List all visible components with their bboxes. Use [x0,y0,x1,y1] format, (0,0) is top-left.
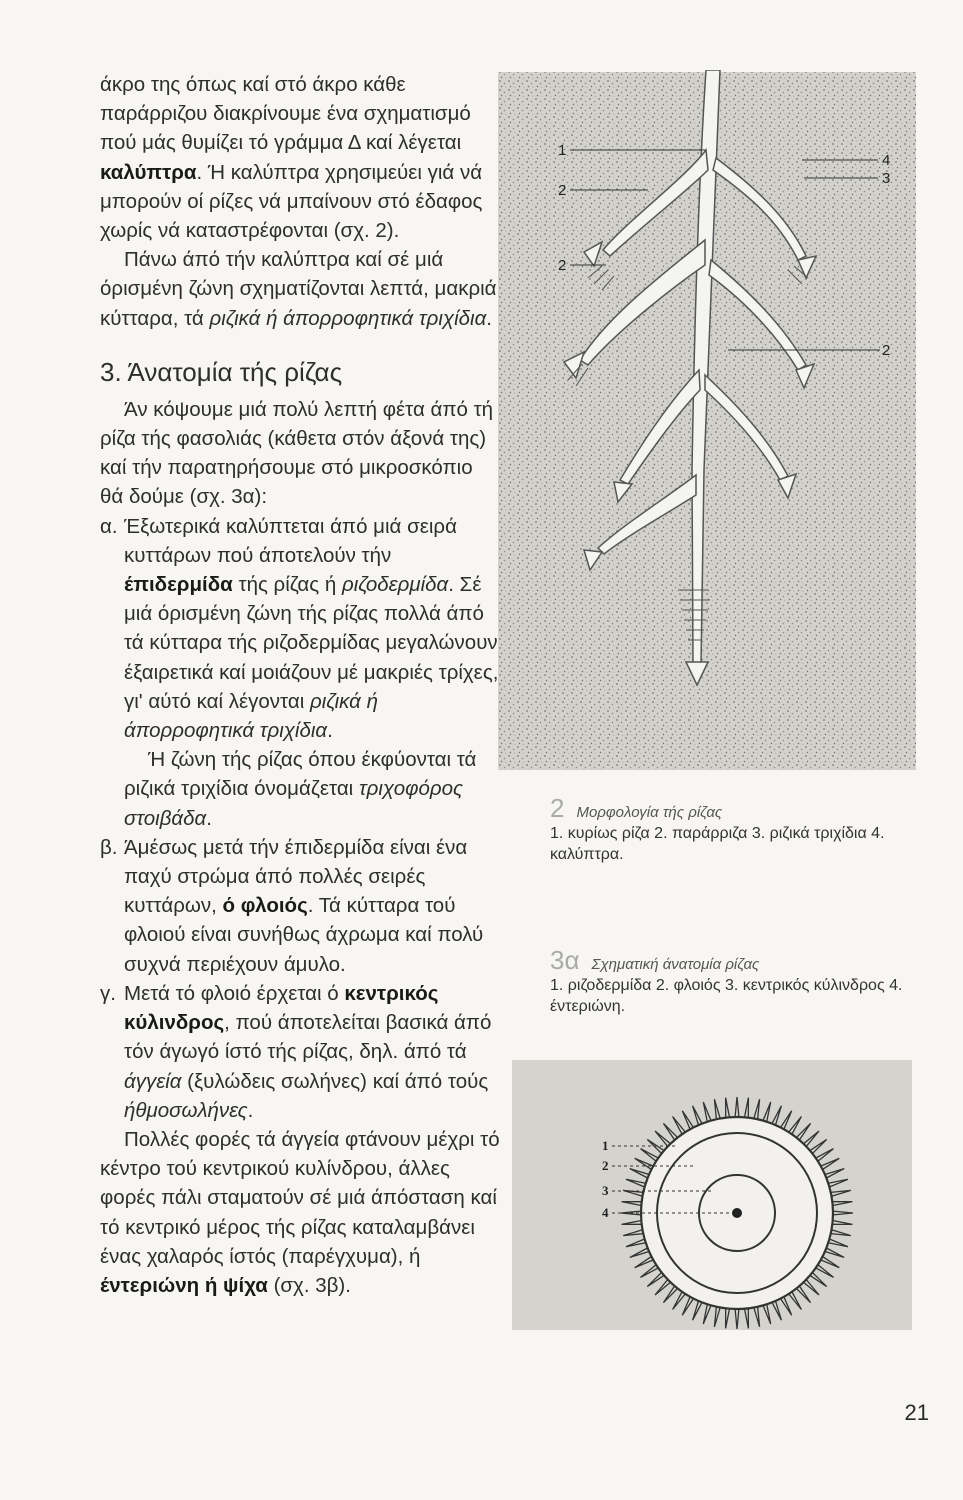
list-item-c [100,979,500,1125]
fig3-title: Σχηματική άνατομία ρίζας [591,956,760,973]
fig3-label-3: 3 [602,1183,609,1198]
term-pith: έντεριώνη ή ψίχα [100,1273,268,1297]
list-marker-a: α. [100,514,118,538]
a-text-3: . Σέ μιά όρισμένη ζώνη τής ρίζας πολλά άπό τά κύτταρα τής ριζοδερμίδας μεγαλώνουν έξαιρετικά καί μοιάζουν μέ μακριές τρίχες, γι' αύτό καί λέγονται [124,573,499,713]
a-p2-end: . [206,806,212,830]
b-text-1: Άμέσως μετά τήν έπιδερμίδα είναι ένα παχύ στρώμα άπό πολλές σειρές κυττάρων, [124,835,468,918]
term-root-hairs: ριζικά ή άπορροφητικά τριχίδια [209,306,487,330]
fig3-legend: 1. ριζοδερμίδα 2. φλοιός 3. κεντρικός κύλινδρος 4. έντεριώνη. [550,977,903,1015]
paragraph-1 [100,70,500,245]
fig3-label-4: 4 [602,1205,609,1220]
figure-2-caption [550,793,910,865]
fig2-title: Μορφολογία τής ρίζας [576,804,723,821]
paragraph-4 [100,1125,500,1300]
fig3-number: 3α [550,945,580,975]
fig2-legend: 1. κυρίως ρίζα 2. παράρριζα 3. ριζικά τριχίδια 4. καλύπτρα. [550,825,885,863]
term-epidermis: έπιδερμίδα [124,573,233,597]
c-text-2: , πού άποτελείται βασικά άπό τόν άγωγό ίστό τής ρίζας, δηλ. άπό τά [124,1011,492,1064]
a-text-2: τής ρίζας ή [238,573,337,597]
p2-end: . [486,306,492,330]
paragraph-2 [100,245,500,333]
fig3-label-2: 2 [602,1158,609,1173]
term-kalyptra: καλύπτρα [100,160,197,184]
fig2-label-2c: 2 [882,342,891,359]
figure-3a-root-cross-section [512,1060,912,1330]
figure-3a-caption [550,945,910,1017]
fig2-label-2b: 2 [558,257,567,274]
item-a-para-2 [124,745,500,833]
item-a-text [124,512,500,746]
fig2-caption-title-line [550,793,910,823]
item-c-text [124,979,500,1125]
fig3-caption-title-line [550,945,910,975]
c-text-1: Μετά τό φλοιό έρχεται ό [124,981,339,1005]
fig2-label-2a: 2 [558,182,567,199]
fig2-number: 2 [550,793,565,823]
term-root-hairs-2: ριζικά ή άπορροφητικά τριχίδια [124,689,378,743]
term-rhizodermis: ριζοδερμίδα [341,573,449,597]
section-heading: 3. Άνατομία τής ρίζας [100,356,343,387]
pith-dot [732,1208,742,1218]
term-vessels: άγγεία [124,1069,182,1093]
a-text-1: Έξωτερικά καλύπτεται άπό μιά σειρά κυττάρων πού άποτελούν τήν [124,514,457,567]
figure-2-root-morphology [498,70,916,770]
b-text-2: . Τά κύτταρα τού φλοιού είναι συνήθως άχρωμα καί πολύ συχνά περιέχουν άμυλο. [124,894,484,976]
c-text-3: (ξυλώδεις σωλήνες) καί άπό τούς [187,1069,489,1093]
fig2-label-4: 4 [882,152,891,169]
a-p2-text: Ή ζώνη τής ρίζας όπου έκφύονται τά ριζικά τριχίδια όνομάζεται [124,748,477,801]
c-end: . [247,1098,254,1122]
fig2-label-3: 3 [882,170,891,187]
fig3-label-1: 1 [602,1138,609,1153]
p1-text: άκρο της όπως καί στό άκρο κάθε παράρριζου διακρίνουμε ένα σχηματισμό πού μάς θυμίζει τό γράμμα Δ καί λέγεται [100,73,471,155]
term-sieve-tubes: ήθμοσωλήνες [124,1098,248,1122]
list-marker-b: β. [100,835,118,859]
page-number: 21 [904,1400,929,1425]
body-text-column [100,70,500,1300]
term-hair-zone: τριχοφόρος στοιβάδα [124,777,464,830]
p4-text: Πολλές φορές τά άγγεία φτάνουν μέχρι τό κέντρο τού κεντρικού κυλίνδρου, άλλες φορές πάλι σταματούν σέ μιά άπόσταση καί τό κεντρικό μέρος τής ρίζας καταλαμβάνει ένας χαλαρός ίστός (παρέγχυμα), ή [100,1127,500,1268]
a-end: . [327,719,333,743]
list-item-b [100,833,500,979]
fig2-label-1: 1 [558,142,567,159]
p1-rest: . Ή καλύπτρα χρησιμεύει γιά νά μπορούν οί ρίζες νά μπαίνουν στό έδαφος χωρίς νά καταστρέφονται (σχ. 2). [100,160,483,243]
item-b-text [124,833,500,979]
list-marker-c: γ. [100,981,116,1005]
paragraph-3: Άν κόψουμε μιά πολύ λεπτή φέτα άπό τή ρίζα τής φασολιάς (κάθετα στόν άξονά της) καί τήν παρατηρήσουμε στό μικροσκόπιο θά δούμε (σχ. 3α): [100,397,494,509]
term-cortex: ό φλοιός [222,894,308,918]
p4-end: (σχ. 3β). [273,1273,351,1297]
p2-text: Πάνω άπό τήν καλύπτρα καί σέ μιά όρισμένη ζώνη σχηματίζονται λεπτά, μακριά κύτταρα, τά [100,248,497,330]
term-central-cylinder: κεντρικός κύλινδρος [124,981,439,1035]
list-item-a [100,512,500,833]
